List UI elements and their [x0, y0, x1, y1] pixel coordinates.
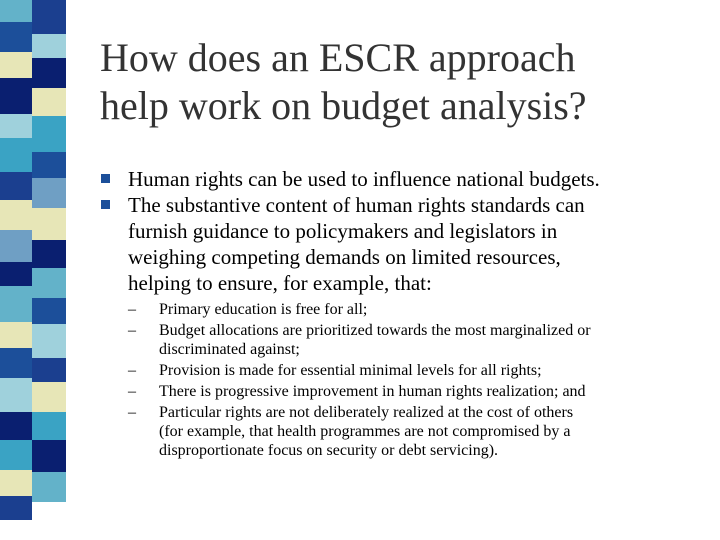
stripe-block [0, 172, 32, 200]
stripe-block [32, 34, 66, 58]
dash-bullet-icon: – [128, 301, 136, 318]
stripe-block [0, 22, 32, 52]
dash-bullet-icon: – [128, 322, 136, 339]
stripe-block [0, 114, 32, 138]
stripe-block [0, 440, 32, 470]
bullet-text-line: weighing competing demands on limited resources, [128, 245, 561, 269]
list-item [100, 192, 700, 296]
square-bullet-icon [101, 200, 110, 209]
stripe-block [0, 348, 32, 378]
stripe-column-left [0, 0, 32, 540]
stripe-block [32, 240, 66, 268]
stripe-block [32, 58, 66, 88]
sub-bullet-list [128, 300, 708, 462]
stripe-block [0, 470, 32, 496]
main-bullet-list [100, 166, 700, 296]
list-item [100, 166, 700, 192]
list-item [128, 321, 708, 359]
stripe-block [0, 322, 32, 348]
sub-bullet-text-line: Particular rights are not deliberately realized at the cost of others [159, 404, 574, 421]
dash-bullet-icon: – [128, 362, 136, 379]
sub-bullet-text-line: disproportionate focus on security or debt servicing). [159, 442, 499, 459]
sub-bullet-text-line: discriminated against; [159, 341, 300, 358]
stripe-block [32, 472, 66, 502]
stripe-block [32, 268, 66, 298]
stripe-block [0, 230, 32, 262]
dash-bullet-icon: – [128, 404, 136, 421]
stripe-block [32, 382, 66, 412]
stripe-block [32, 502, 66, 526]
stripe-block [32, 440, 66, 472]
stripe-block [0, 378, 32, 412]
bullet-text-line: helping to ensure, for example, that: [128, 271, 432, 295]
sub-bullet-text-line: (for example, that health programmes are not compromised by a [159, 423, 571, 440]
stripe-block [32, 324, 66, 358]
stripe-block [0, 412, 32, 440]
sub-bullet-text-line: Primary education is free for all; [159, 301, 368, 318]
stripe-block [32, 412, 66, 440]
sub-bullet-text-line: Budget allocations are prioritized towards the most marginalized or [159, 322, 591, 339]
bullet-text-line: furnish guidance to policymakers and legislators in [128, 219, 558, 243]
stripe-block [32, 116, 66, 152]
list-item [128, 403, 708, 460]
stripe-block [0, 138, 32, 172]
slide-title-line: help work on budget analysis? [100, 83, 587, 128]
sub-bullet-text-line: There is progressive improvement in human rights realization; and [159, 383, 586, 400]
dash-bullet-icon: – [128, 383, 136, 400]
stripe-block [32, 152, 66, 178]
stripe-block [32, 178, 66, 208]
slide-title [100, 34, 700, 130]
bullet-text-line: The substantive content of human rights standards can [128, 193, 585, 217]
decorative-stripe [0, 0, 66, 540]
slide-title-line: How does an ESCR approach [100, 35, 576, 80]
stripe-column-right [32, 0, 66, 540]
stripe-block [32, 298, 66, 324]
stripe-block [0, 286, 32, 322]
stripe-block [0, 200, 32, 230]
stripe-block [0, 52, 32, 78]
list-item [128, 361, 708, 380]
stripe-block [0, 496, 32, 520]
stripe-block [32, 0, 66, 34]
stripe-block [0, 262, 32, 286]
stripe-block [0, 0, 32, 22]
stripe-block [32, 208, 66, 240]
sub-bullet-text-line: Provision is made for essential minimal levels for all rights; [159, 362, 542, 379]
square-bullet-icon [101, 174, 110, 183]
stripe-block [0, 78, 32, 114]
stripe-block [32, 88, 66, 116]
bullet-text-line: Human rights can be used to influence national budgets. [128, 167, 600, 191]
stripe-block [32, 358, 66, 382]
list-item [128, 300, 708, 319]
list-item [128, 382, 708, 401]
